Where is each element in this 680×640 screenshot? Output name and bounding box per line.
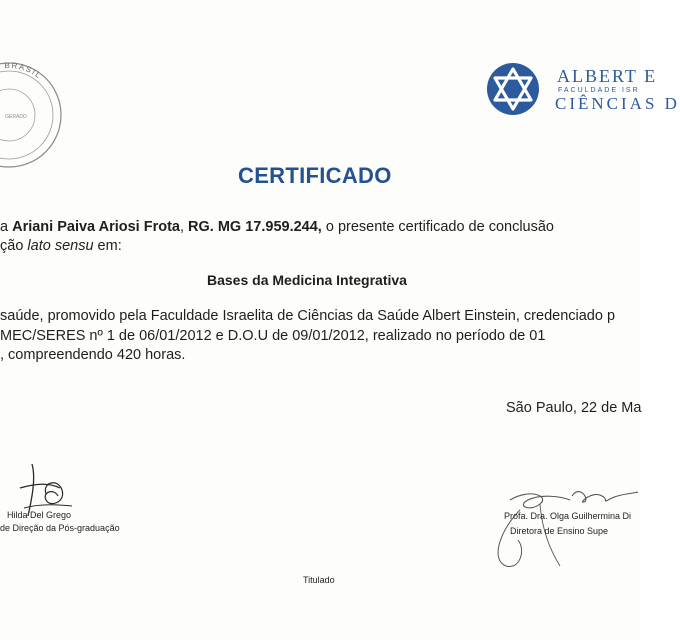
body-line-institution: saúde, promovido pela Faculdade Israelita de Ciências da Saúde Albert Einstein, credenciado p — [0, 308, 616, 324]
body-line-hours: , compreendendo 420 horas. — [0, 347, 186, 363]
recipient-rg: RG. MG 17.959.244, — [188, 219, 322, 235]
body-line2-suffix: em: — [93, 238, 122, 254]
body-line-program-type — [0, 238, 122, 254]
right-signatory-role: Diretora de Ensino Supe — [510, 526, 609, 536]
left-signatory-name: Hilda Del Grego — [7, 510, 72, 520]
svg-text:ATIVA DO BRASIL: BRASIL — [4, 60, 44, 81]
body-line1-suffix: o presente certificado de conclusão — [321, 219, 554, 235]
left-signatory-role: de Direção da Pós-graduação — [0, 523, 120, 533]
logo-wordmark-line2: FACULDADE ISR — [558, 87, 640, 94]
body-line1-prefix: a — [0, 219, 13, 235]
body-line-recipient — [0, 219, 554, 235]
certificate-title: CERTIFICADO — [238, 163, 392, 188]
recipient-name: Ariani Paiva Ariosi Frota — [12, 219, 180, 235]
place-and-date: São Paulo, 22 de Ma — [506, 400, 642, 416]
svg-text:GERADO: GERADO — [5, 114, 27, 120]
official-seal — [0, 60, 64, 170]
star-of-david-logo-icon — [486, 62, 540, 116]
body-line2-prefix: ção — [0, 238, 28, 254]
titulado-label: Titulado — [303, 575, 335, 585]
body-line1-separator: , — [179, 219, 189, 235]
right-signature-scribble — [480, 470, 640, 580]
logo-wordmark-line1: ALBERT E — [557, 66, 658, 86]
right-signatory-name: Profa. Dra. Olga Guilhermina Di — [504, 511, 632, 521]
course-name: Bases da Medicina Integrativa — [207, 272, 407, 288]
logo-wordmark-line3: CIÊNCIAS D — [555, 94, 680, 113]
body-line-accreditation: MEC/SERES nº 1 de 06/01/2012 e D.O.U de 09/01/2012, realizado no período de 01 — [0, 328, 546, 344]
program-type-italic: lato sensu — [27, 238, 94, 254]
